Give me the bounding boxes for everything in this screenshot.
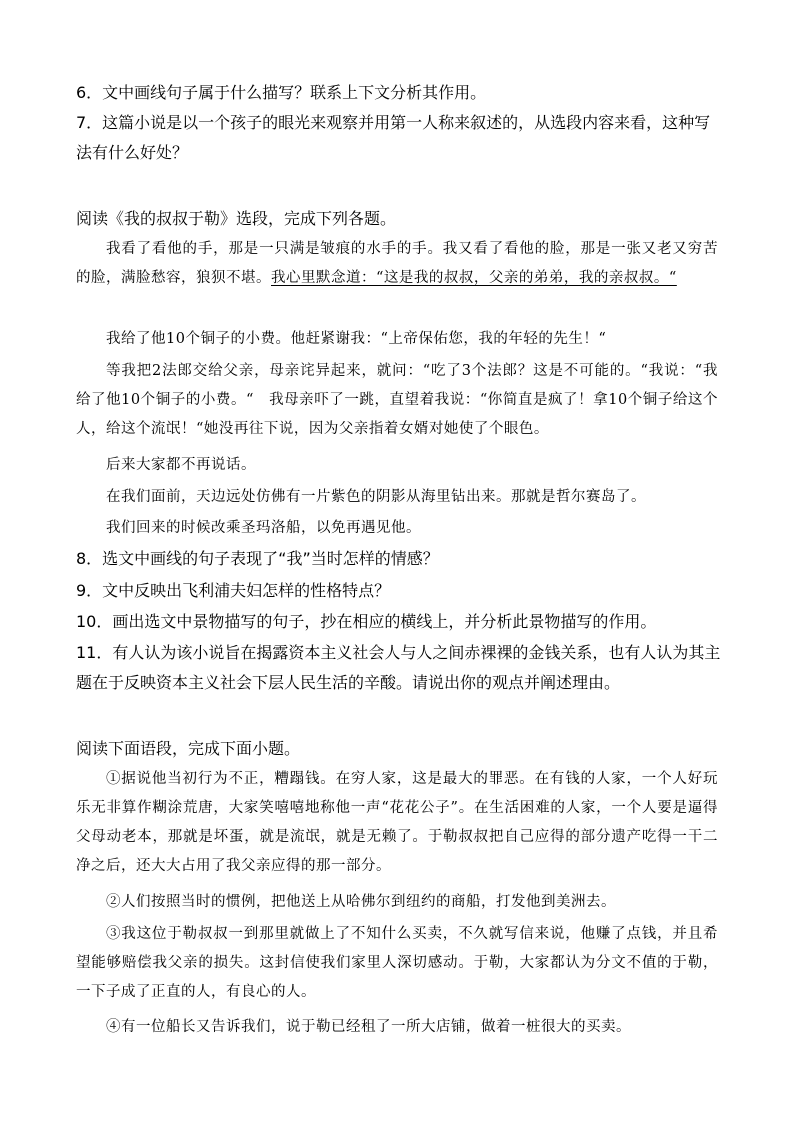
passage-2-paragraph-4: ④有一位船长又告诉我们，说于勒已经租了一所大店铺，做着一桩很大的买卖。 bbox=[106, 1019, 631, 1035]
question-9: 9．文中反映出飞利浦夫妇怎样的性格特点？ bbox=[76, 581, 391, 600]
passage-1-paragraph-4: 后来大家都不再说话。 bbox=[106, 457, 256, 473]
passage-1-paragraph-5: 在我们面前，天边远处仿佛有一片紫色的阴影从海里钻出来。那就是哲尔赛岛了。 bbox=[106, 489, 646, 505]
passage-2-paragraph-3: ③我这位于勒叔叔一到那里就做上了不知什么买卖，不久就写信来说，他赚了点钱，并且希望能够赔偿我父亲的损失。这封信使我们家里人深切感动。于勒，大家都认为分文不值的于勒，一下子成了正直的人，有良心的人。 bbox=[76, 926, 718, 1000]
question-10: 10．画出选文中景物描写的句子，抄在相应的横线上，并分析此景物描写的作用。 bbox=[76, 612, 657, 631]
section-2-intro: 阅读下面语段，完成下面小题。 bbox=[76, 739, 301, 758]
passage-1-paragraph-2: 我给了他10个铜子的小费。他赶紧谢我：“上帝保佑您，我的年轻的先生！“ bbox=[106, 331, 607, 347]
question-6: 6．文中画线句子属于什么描写？联系上下文分析其作用。 bbox=[76, 83, 487, 102]
question-11: 11．有人认为该小说旨在揭露资本主义社会人与人之间赤裸裸的金钱关系，也有人认为其主题在于反映资本主义社会下层人民生活的辛酸。请说出你的观点并阐述理由。 bbox=[76, 643, 721, 692]
passage-1-paragraph-1 bbox=[76, 235, 718, 293]
underlined-sentence: 我心里默念道：“这是我的叔叔，父亲的弟弟，我的亲叔叔。“ bbox=[271, 270, 677, 286]
passage-1-paragraph-6: 我们回来的时候改乘圣玛洛船，以免再遇见他。 bbox=[106, 520, 421, 536]
question-7: 7．这篇小说是以一个孩子的眼光来观察并用第一人称来叙述的，从选段内容来看，这种写法有什么好处？ bbox=[76, 113, 711, 162]
section-1-intro: 阅读《我的叔叔于勒》选段，完成下列各题。 bbox=[76, 209, 397, 228]
passage-1-paragraph-1-text: 我看了看他的手，那是一只满是皱痕的水手的手。我又看了看他的脸，那是一张又老又穷苦的脸，满脸愁容，狼狈不堪。 bbox=[76, 241, 718, 286]
passage-2-paragraph-1: ①据说他当初行为不正，糟蹋钱。在穷人家，这是最大的罪恶。在有钱的人家，一个人好玩乐无非算作糊涂荒唐，大家笑嘻嘻地称他一声“花花公子”。在生活困难的人家，一个人要是逼得父母动老本，那就是坏蛋，就是流氓，就是无赖了。于勒叔叔把自己应得的部分遗产吃得一干二净之后，还大大占用了我父亲应得的那一部分。 bbox=[76, 771, 718, 874]
passage-1-paragraph-3: 等我把2法郎交给父亲，母亲诧异起来，就问：“吃了3个法郎？这是不可能的。“我说：“我给了他10个铜子的小费。“ 我母亲吓了一跳，直望着我说：“你简直是疯了！拿10个铜子给这个人，给这个流氓！“她没再往下说，因为父亲指着女婿对她使了个眼色。 bbox=[76, 363, 718, 437]
passage-2-paragraph-2: ②人们按照当时的惯例，把他送上从哈佛尔到纽约的商船，打发他到美洲去。 bbox=[106, 894, 616, 910]
question-8: 8．选文中画线的句子表现了“我”当时怎样的情感？ bbox=[76, 549, 439, 568]
